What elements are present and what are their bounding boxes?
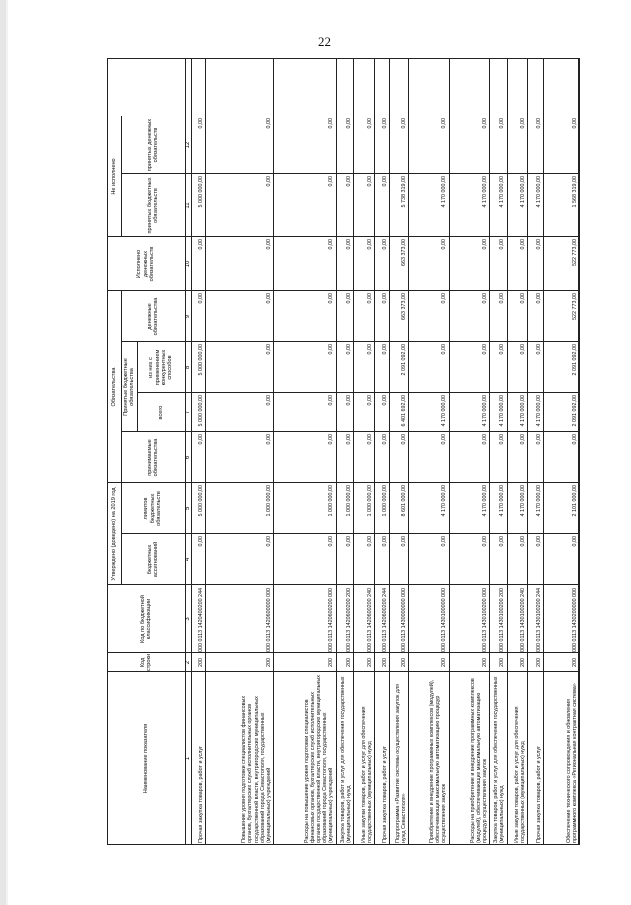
header-not-executed: Не исполнено: [110, 158, 117, 195]
table-row-value-5: 1 000 000,00: [346, 485, 352, 517]
table-row-value-6: 0,00: [535, 434, 542, 445]
table-row-name: Иные закупки товаров, работ и услуг для обеспечения государственных (муниципальных) нужд: [514, 706, 527, 843]
table-row-value-11: 4 170 000,00: [520, 176, 527, 208]
table-row-value-10: 0,00: [382, 239, 389, 250]
table-row-kbk: 000 0113 1430200000 000: [571, 587, 578, 652]
column-number-8: 8: [185, 365, 191, 370]
table-row-value-8: 0,00: [382, 344, 389, 355]
table-row-value-5: 1 000 000,00: [265, 485, 272, 517]
table-row-name: Расходы на повышение уровня подготовки специалистов финансовых органов, бухгалтерских служб исполнительных органов государственной власти, внутригородских муниципальных образований города Севастополя, государственных (муниципальных) учреждений: [303, 675, 335, 843]
table-row-value-12: 0,00: [366, 118, 373, 129]
table-row-value-8: 0,00: [346, 344, 352, 355]
table-row-value-8: 2 091 092,00: [400, 344, 407, 376]
table-row-value-9: 663 373,00: [400, 293, 407, 320]
table-row-value-6: 0,00: [520, 434, 527, 445]
table-row-value-7: 2 091 092,00: [571, 395, 578, 427]
table-row-kbk: 000 0113 1430000000 000: [400, 587, 407, 652]
table-row-name: Иные закупки товаров, работ и услуг для обеспечения государственных (муниципальных) нужд: [360, 706, 373, 843]
table-row-value-4: 0,00: [571, 536, 578, 547]
table-row-value-4: 0,00: [520, 536, 527, 547]
table-row-value-6: 0,00: [366, 434, 373, 445]
table-row-value-4: 0,00: [382, 536, 389, 547]
table-row-value-11: 1 568 319,00: [571, 176, 578, 208]
header-approved: Утверждено (доведено) на 2019 год: [110, 487, 117, 581]
table-row-line-code: 200: [441, 658, 448, 667]
table-row-value-10: 0,00: [328, 239, 335, 250]
table-row-value-10: 0,00: [535, 239, 542, 250]
table-row-value-12: 0,00: [441, 118, 448, 129]
column-number-10: 10: [185, 260, 191, 268]
table-row-value-6: 0,00: [571, 434, 578, 445]
budget-table: [107, 58, 579, 845]
table-row-name: Закупка товаров, работ и услуг для обеспечения государственных (муниципальных) нужд: [339, 676, 352, 843]
header-limits: лимитов бюджетных обязательств: [143, 491, 163, 526]
table-row-value-10: 0,00: [499, 239, 506, 250]
table-row-value-12: 0,00: [346, 118, 352, 129]
table-row-name: Расходы на приобретение и внедрение программных комплексов (модулей), обеспечивающих максимальную автоматизацию процедур осуществления закупок: [469, 678, 488, 843]
table-row-name: Прочая закупка товаров, работ и услуг: [382, 745, 389, 843]
table-row-value-12: 0,00: [520, 118, 527, 129]
column-number-4: 4: [185, 557, 191, 562]
table-row-value-11: 0,00: [366, 176, 373, 187]
table-row-value-5: 4 170 000,00: [481, 485, 488, 517]
header-acc-monetary-obl: принятых денежных обязательств: [146, 118, 159, 172]
table-row-name: Приобретение и внедрение программных комплексов (модулей), обеспечивающих максимальную автоматизацию процедур осуществления закупок: [428, 679, 448, 843]
table-row-name: Прочая закупка товаров, работ и услуг: [198, 745, 205, 843]
table-row-value-12: 0,00: [198, 118, 205, 129]
table-row-value-4: 0,00: [400, 536, 407, 547]
table-row-value-6: 0,00: [198, 434, 205, 445]
table-row-value-10: 0,00: [366, 239, 373, 250]
table-row-line-code: 200: [328, 658, 335, 667]
table-row-value-4: 0,00: [328, 536, 335, 547]
header-budget-alloc: бюджетных ассигнований: [146, 541, 159, 578]
table-row-value-10: 0,00: [198, 239, 205, 250]
table-row-value-5: 4 170 000,00: [499, 485, 506, 517]
table-row-value-5: 4 170 000,00: [535, 485, 542, 517]
column-number-5: 5: [185, 506, 191, 511]
table-row-value-8: 0,00: [481, 344, 488, 355]
table-row-value-12: 0,00: [481, 118, 488, 129]
column-number-12: 12: [185, 141, 191, 149]
table-row-value-10: 0,00: [441, 239, 448, 250]
table-row-value-10: 0,00: [520, 239, 527, 250]
header-code-budget: Код по бюджетной классификации: [139, 595, 152, 643]
table-row-line-code: 200: [265, 658, 272, 667]
table-row-value-8: 0,00: [366, 344, 373, 355]
table-row-value-9: 0,00: [265, 293, 272, 304]
table-row-value-12: 0,00: [571, 118, 578, 129]
table-row-value-8: 5 000 000,00: [198, 344, 205, 376]
table-row-value-4: 0,00: [535, 536, 542, 547]
table-row-line-code: 200: [571, 658, 578, 667]
table-row-name: Повышение уровня подготовки специалистов финансовых органов, бухгалтерских служб исполнительных органов государственной власти, внутригородских муниципальных образований города Севастополя, государственных (муниципальных) учреждений: [241, 695, 272, 843]
table-row-value-9: 0,00: [481, 293, 488, 304]
table-row-value-7: 4 170 000,00: [535, 395, 542, 427]
table-row-line-code: 200: [382, 658, 389, 667]
table-row-value-6: 0,00: [481, 434, 488, 445]
table-row-kbk: 000 0113 1420600000 000: [265, 587, 272, 652]
table-row-value-5: 1 000 000,00: [328, 485, 335, 517]
header-name: Наименование показателя: [142, 723, 149, 794]
table-row-value-5: 1 000 000,00: [382, 485, 389, 517]
table-row-value-8: 2 091 092,00: [571, 344, 578, 376]
table-row-value-4: 0,00: [441, 536, 448, 547]
table-row-value-12: 0,00: [499, 118, 506, 129]
table-row-value-11: 4 170 000,00: [481, 176, 488, 208]
table-row-value-8: 0,00: [328, 344, 335, 355]
table-row-value-9: 0,00: [441, 293, 448, 304]
table-row-value-8: 0,00: [499, 344, 506, 355]
table-row-value-10: 522 773,00: [571, 239, 578, 266]
column-number-9: 9: [185, 314, 191, 319]
table-row-value-12: 0,00: [265, 118, 272, 129]
table-row-value-4: 0,00: [481, 536, 488, 547]
table-row-value-12: 0,00: [382, 118, 389, 129]
table-row-value-11: 0,00: [346, 176, 352, 187]
table-row-line-code: 200: [535, 658, 542, 667]
table-row-value-5: 1 000 000,00: [366, 485, 373, 517]
table-row-value-9: 0,00: [382, 293, 389, 304]
table-row-value-12: 0,00: [535, 118, 542, 129]
column-number-11: 11: [185, 202, 191, 209]
table-row-kbk: 000 0113 1420600200 200: [346, 587, 352, 652]
table-row-value-5: 8 601 000,00: [400, 485, 407, 517]
table-row-value-7: 4 170 000,00: [520, 395, 527, 427]
table-row-value-8: 0,00: [520, 344, 527, 355]
table-row-kbk: 000 0113 1420600200 244: [382, 587, 389, 652]
table-row-value-7: 4 170 000,00: [499, 395, 506, 427]
table-row-value-8: 0,00: [535, 344, 542, 355]
table-row-value-11: 4 170 000,00: [441, 176, 448, 208]
table-row-value-7: 0,00: [366, 395, 373, 406]
table-row-value-9: 0,00: [366, 293, 373, 304]
table-row-value-11: 4 170 000,00: [535, 176, 542, 208]
table-row-value-4: 0,00: [198, 536, 205, 547]
table-row-value-9: 0,00: [328, 293, 335, 304]
header-acc-budget-obl: принятых бюджетных обязательств: [146, 177, 159, 234]
table-row-value-10: 0,00: [265, 239, 272, 250]
table-row-value-11: 0,00: [265, 176, 272, 187]
table-row-kbk: 000 0113 1430100200 244: [535, 587, 542, 652]
table-row-value-6: 0,00: [382, 434, 389, 445]
table-row-kbk: 000 0113 1430100200 000: [481, 587, 488, 652]
table-row-value-6: 0,00: [499, 434, 506, 445]
table-row-value-11: 5 000 000,00: [198, 176, 205, 208]
table-row-kbk: 000 0113 1420400200 244: [198, 587, 205, 652]
table-row-value-10: 0,00: [481, 239, 488, 250]
header-accepted-obl: принимаемые обязательства: [146, 438, 159, 477]
table-row-value-12: 0,00: [400, 118, 407, 129]
table-row-value-9: 0,00: [535, 293, 542, 304]
table-row-value-4: 0,00: [366, 536, 373, 547]
table-row-value-6: 0,00: [328, 434, 335, 445]
table-row-value-6: 0,00: [265, 434, 272, 445]
table-row-value-7: 5 000 000,00: [198, 395, 205, 427]
table-row-line-code: 200: [400, 658, 407, 667]
table-row-kbk: 000 0113 1420600200 000: [328, 587, 335, 652]
table-row-value-8: 0,00: [441, 344, 448, 355]
table-row-line-code: 200: [346, 658, 352, 667]
header-code-line: Код строки: [139, 653, 152, 672]
table-row-value-4: 0,00: [265, 536, 272, 547]
grid-line: [579, 58, 580, 845]
column-number-3: 3: [185, 617, 191, 621]
table-row-kbk: 000 0113 1430100200 240: [520, 587, 527, 652]
table-row-value-9: 0,00: [346, 293, 352, 304]
table-row-value-5: 5 000 000,00: [198, 485, 205, 517]
column-number-6: 6: [185, 455, 191, 460]
table-row-value-6: 0,00: [346, 434, 352, 445]
table-row-value-9: 0,00: [520, 293, 527, 304]
table-row-value-5: 4 170 000,00: [441, 485, 448, 517]
table-row-name: Обеспечение технического сопровождения и обновления программного комплекса «Региональная контрактная система»: [565, 683, 578, 843]
column-number-7: 7: [185, 410, 191, 415]
table-row-value-10: 0,00: [346, 239, 352, 250]
table-row-value-4: 0,00: [499, 536, 506, 547]
table-row-line-code: 200: [366, 658, 373, 667]
table-row-value-11: 5 738 319,00: [400, 176, 407, 208]
table-row-kbk: 000 0113 1420600200 240: [366, 587, 373, 652]
table-row-value-7: 0,00: [346, 395, 352, 406]
table-row-line-code: 200: [198, 658, 205, 667]
table-row-kbk: 000 0113 1430100200 200: [499, 587, 506, 652]
table-row-value-5: 4 170 000,00: [520, 485, 527, 517]
table-row-line-code: 200: [481, 658, 488, 667]
header-accepted-budget: Принятые бюджетные обязательства: [122, 358, 135, 416]
table-row-value-6: 0,00: [441, 434, 448, 445]
table-row-line-code: 200: [499, 658, 506, 667]
header-executed: Исполнено денежных обязательств: [136, 246, 156, 282]
table-row-value-9: 0,00: [198, 293, 205, 304]
table-row-value-9: 522 773,00: [571, 293, 578, 320]
table-row-value-4: 0,00: [346, 536, 352, 547]
table-row-name: Подпрограмма «Развитие системы осуществления закупок для нужд Севастополя»: [394, 683, 407, 843]
table-row-value-7: 4 170 000,00: [441, 395, 448, 427]
page-number: 22: [318, 34, 331, 49]
table-row-value-7: 0,00: [265, 395, 272, 406]
table-row-kbk: 000 0113 1430100000 000: [441, 587, 448, 652]
table-row-value-11: 0,00: [328, 176, 335, 187]
table-row-line-code: 200: [520, 658, 527, 667]
header-competitive: из них с применением конкурентных способов: [148, 349, 174, 386]
table-row-value-11: 0,00: [382, 176, 389, 187]
scan-edge-shadow: [6, 0, 8, 905]
grid-line: [107, 58, 579, 59]
table-row-value-11: 4 170 000,00: [499, 176, 506, 208]
table-row-value-6: 0,00: [400, 434, 407, 445]
table-row-value-12: 0,00: [328, 118, 335, 129]
table-row-value-7: 6 401 692,00: [400, 395, 407, 427]
table-row-value-8: 0,00: [265, 344, 272, 355]
header-monetary: денежные обязательства: [146, 297, 159, 336]
table-row-value-7: 0,00: [382, 395, 389, 406]
table-row-value-10: 663 373,00: [400, 239, 407, 266]
header-obligations: Обязательства: [110, 367, 117, 407]
table-row-name: Закупка товаров, работ и услуг для обеспечения государственных (муниципальных) нужд: [493, 676, 506, 843]
table-row-value-9: 0,00: [499, 293, 506, 304]
table-row-value-7: 4 170 000,00: [481, 395, 488, 427]
table-row-name: Прочая закупка товаров, работ и услуг: [535, 745, 542, 843]
table-row-value-5: 2 101 000,00: [571, 485, 578, 517]
column-number-2: 2: [185, 660, 191, 665]
table-row-value-7: 0,00: [328, 395, 335, 406]
header-total: всего: [157, 405, 164, 420]
column-number-1: 1: [185, 756, 191, 761]
